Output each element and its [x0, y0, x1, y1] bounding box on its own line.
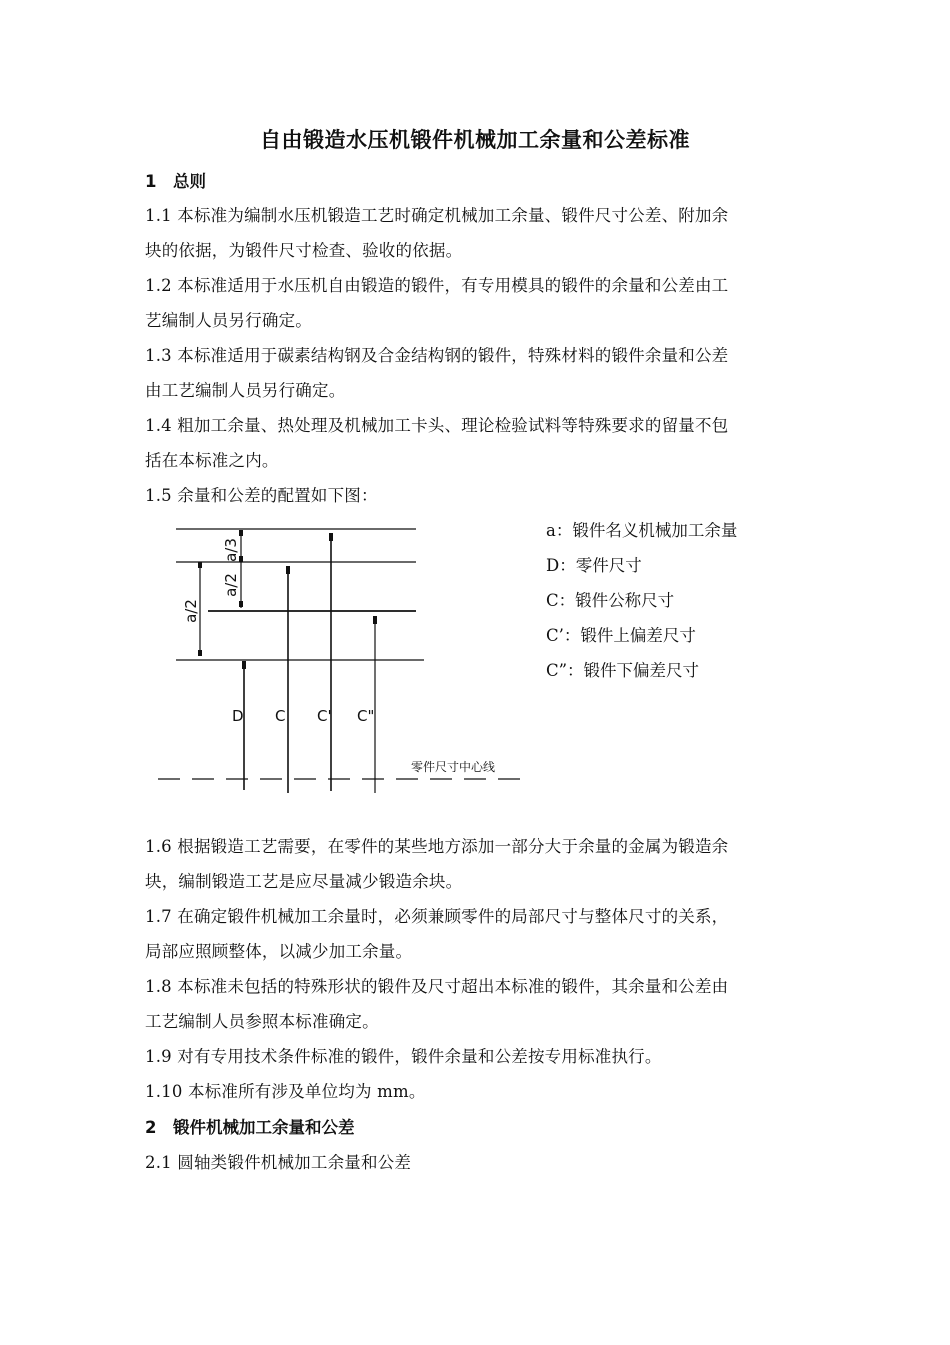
label-a3: a/3 — [222, 538, 240, 562]
paragraph-line: 1.4 粗加工余量、热处理及机械加工卡头、理论检验试料等特殊要求的留量不包 — [145, 416, 729, 435]
legend-item: a：锻件名义机械加工余量 — [546, 521, 738, 540]
section-1-number: 1 — [145, 172, 157, 191]
paragraph-line: 1.10 本标准所有涉及单位均为 mm。 — [145, 1082, 426, 1101]
legend-item: C”：锻件下偏差尺寸 — [546, 661, 700, 680]
paragraph-line: 块的依据，为锻件尺寸检查、验收的依据。 — [145, 241, 463, 260]
paragraph-line: 括在本标准之内。 — [145, 451, 279, 470]
document-title: 自由锻造水压机锻件机械加工余量和公差标准 — [260, 128, 690, 152]
paragraph-line: 工艺编制人员参照本标准确定。 — [145, 1012, 379, 1031]
paragraph-line: 1.2 本标准适用于水压机自由锻造的锻件，有专用模具的锻件的余量和公差由工 — [145, 276, 729, 295]
paragraph-line: 1.9 对有专用技术条件标准的锻件，锻件余量和公差按专用标准执行。 — [145, 1047, 662, 1066]
paragraph-line: 1.5 余量和公差的配置如下图： — [145, 486, 378, 505]
label-a2-inner: a/2 — [222, 573, 240, 597]
label-a2-outer: a/2 — [182, 599, 200, 623]
legend-item: C：锻件公称尺寸 — [546, 591, 675, 610]
label-C1: C' — [317, 707, 332, 725]
paragraph-line: 局部应照顾整体，以减少加工余量。 — [145, 942, 413, 961]
section-2-heading — [145, 1114, 355, 1138]
allowance-diagram — [150, 520, 540, 800]
label-C: C — [275, 707, 286, 725]
section-1-label: 总则 — [173, 172, 206, 191]
section-1-heading — [145, 168, 206, 192]
paragraph-line: 1.6 根据锻造工艺需要，在零件的某些地方添加一部分大于余量的金属为锻造余 — [145, 837, 729, 856]
paragraph-line: 1.3 本标准适用于碳素结构钢及合金结构钢的锻件，特殊材料的锻件余量和公差 — [145, 346, 729, 365]
section-2-number: 2 — [145, 1118, 157, 1137]
paragraph-line: 由工艺编制人员另行确定。 — [145, 381, 346, 400]
label-D: D — [232, 707, 244, 725]
label-center-line: 零件尺寸中心线 — [411, 760, 496, 774]
paragraph-line: 块，编制锻造工艺是应尽量减少锻造余块。 — [145, 872, 463, 891]
legend-item: D：零件尺寸 — [546, 556, 642, 575]
paragraph-line: 1.8 本标准未包括的特殊形状的锻件及尺寸超出本标准的锻件，其余量和公差由 — [145, 977, 729, 996]
paragraph-line: 2.1 圆轴类锻件机械加工余量和公差 — [145, 1153, 412, 1172]
section-2-label: 锻件机械加工余量和公差 — [173, 1118, 355, 1137]
label-C2: C" — [357, 707, 375, 725]
paragraph-line: 1.7 在确定锻件机械加工余量时，必须兼顾零件的局部尺寸与整体尺寸的关系， — [145, 907, 729, 926]
paragraph-line: 1.1 本标准为编制水压机锻造工艺时确定机械加工余量、锻件尺寸公差、附加余 — [145, 206, 729, 225]
paragraph-line: 艺编制人员另行确定。 — [145, 311, 312, 330]
legend-item: C’：锻件上偏差尺寸 — [546, 626, 696, 645]
